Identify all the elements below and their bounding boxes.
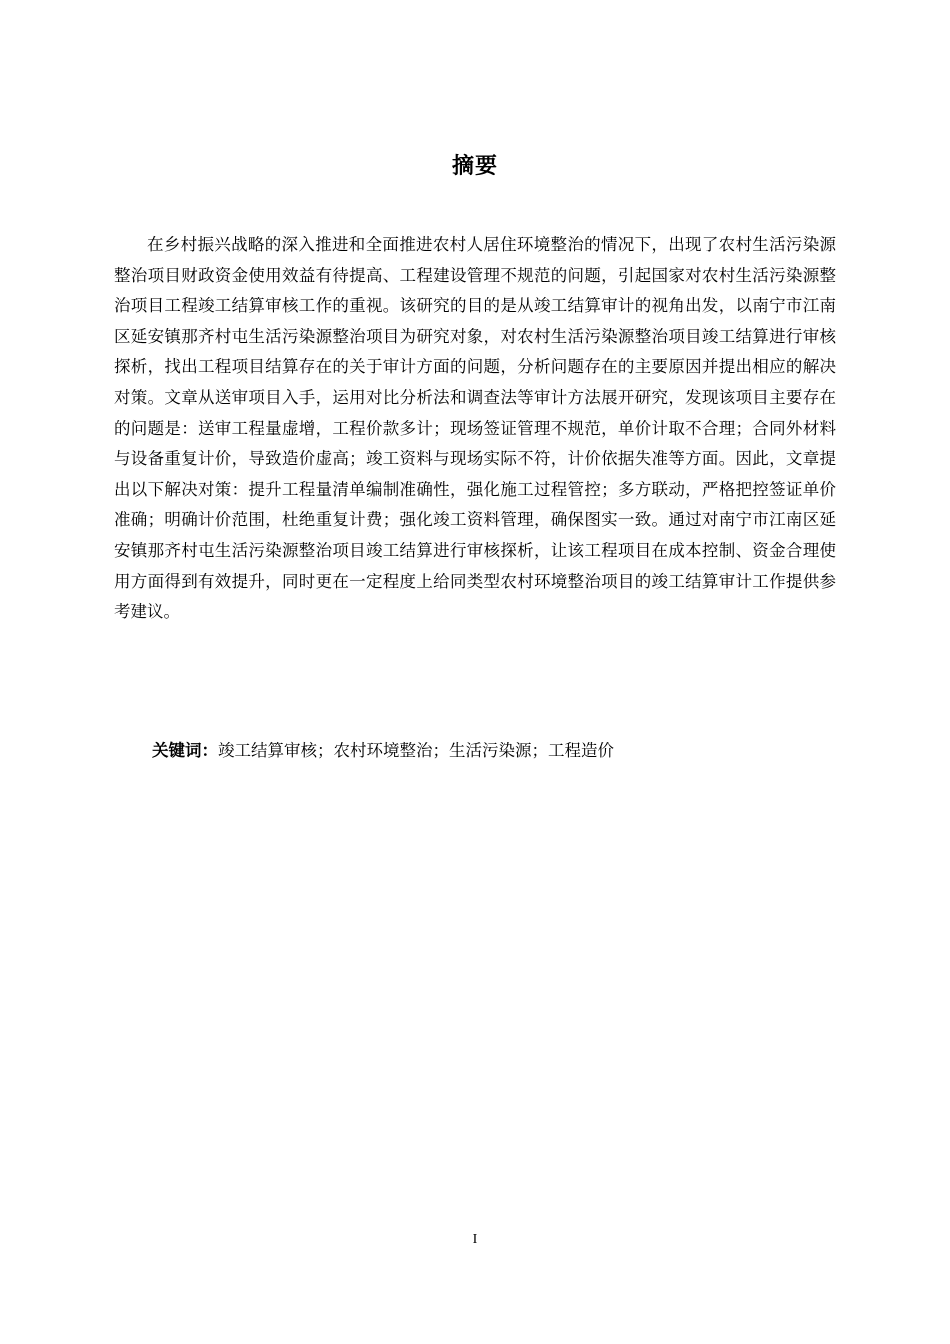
keywords-label: 关键词： xyxy=(152,741,218,760)
keywords-line xyxy=(152,736,836,766)
page-number: I xyxy=(472,1232,478,1247)
abstract-paragraph: 在乡村振兴战略的深入推进和全面推进农村人居住环境整治的情况下，出现了农村生活污染源整治项目财政资金使用效益有待提高、工程建设管理不规范的问题，引起国家对农村生活污染源整治项目工程竣工结算审核工作的重视。该研究的目的是从竣工结算审计的视角出发，以南宁市江南区延安镇那齐村屯生活污染源整治项目为研究对象，对农村生活污染源整治项目竣工结算进行审核探析，找出工程项目结算存在的关于审计方面的问题，分析问题存在的主要原因并提出相应的解决对策。文章从送审项目入手，运用对比分析法和调查法等审计方法展开研究，发现该项目主要存在的问题是：送审工程量虚增，工程价款多计；现场签证管理不规范，单价计取不合理；合同外材料与设备重复计价，导致造价虚高；竣工资料与现场实际不符，计价依据失准等方面。因此，文章提出以下解决对策：提升工程量清单编制准确性，强化施工过程管控；多方联动，严格把控签证单价准确；明确计价范围，杜绝重复计费；强化竣工资料管理，确保图实一致。通过对南宁市江南区延安镇那齐村屯生活污染源整治项目竣工结算进行审核探析，让该工程项目在成本控制、资金合理使用方面得到有效提升，同时更在一定程度上给同类型农村环境整治项目的竣工结算审计工作提供参考建议。 xyxy=(114,235,836,622)
page-title: 摘要 xyxy=(451,154,498,179)
keywords-text: 竣工结算审核；农村环境整治；生活污染源；工程造价 xyxy=(218,741,614,760)
